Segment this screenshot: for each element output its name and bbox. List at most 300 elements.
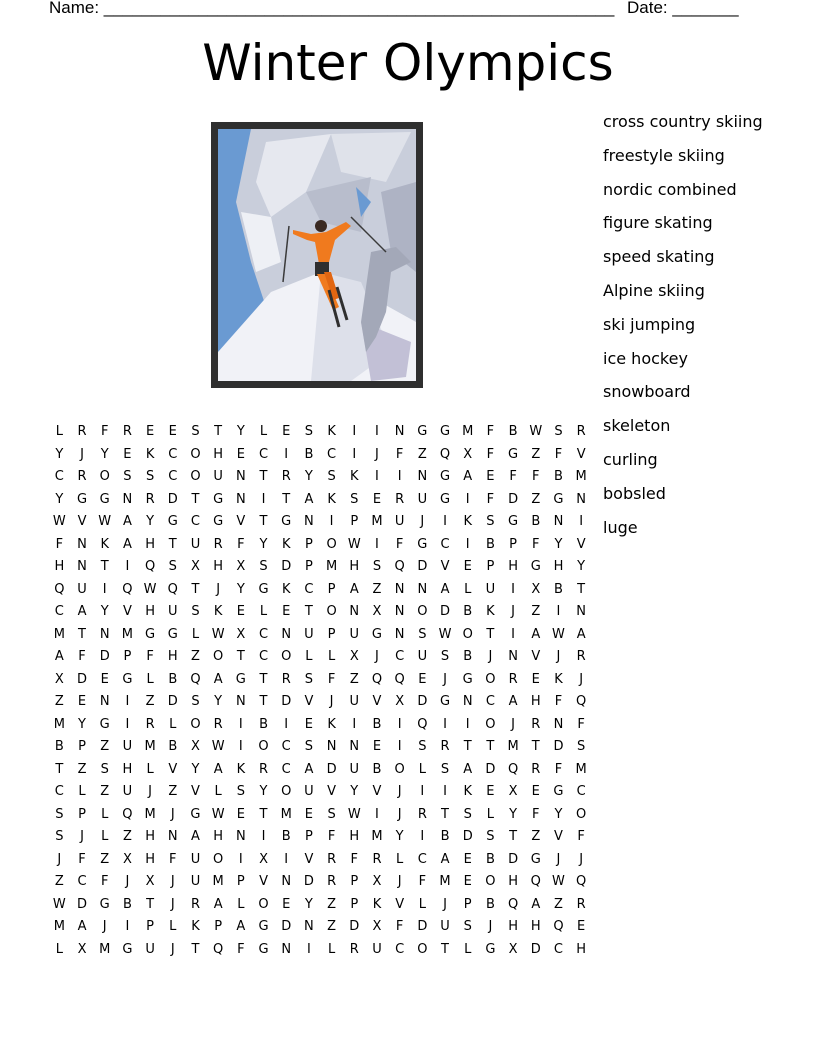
grid-letter: A	[213, 896, 223, 912]
grid-letter: F	[418, 874, 427, 889]
grid-letter: H	[145, 829, 155, 844]
grid-letter: M	[53, 919, 65, 934]
grid-letter: O	[281, 649, 292, 664]
grid-letter: E	[372, 491, 382, 507]
grid-letter: F	[395, 536, 404, 552]
grid-letter: Z	[100, 739, 110, 754]
grid-letter: K	[372, 896, 382, 912]
grid-letter: S	[55, 829, 64, 844]
grid-letter: A	[463, 761, 473, 777]
grid-letter: N	[281, 626, 292, 642]
grid-letter: S	[486, 829, 495, 844]
grid-letter: X	[122, 851, 132, 867]
grid-letter: E	[531, 784, 540, 799]
grid-letter: W	[438, 626, 452, 642]
grid-letter: O	[258, 739, 269, 754]
grid-letter: N	[281, 874, 292, 889]
grid-letter: B	[531, 514, 541, 529]
grid-letter: R	[440, 739, 450, 754]
grid-letter: J	[329, 694, 334, 709]
grid-letter: A	[304, 761, 314, 777]
grid-letter: X	[508, 784, 518, 799]
grid-letter: J	[170, 896, 175, 912]
grid-letter: J	[443, 671, 447, 687]
grid-letter: U	[304, 626, 314, 642]
grid-letter: J	[397, 874, 402, 889]
grid-letter: K	[350, 469, 359, 484]
grid-letter: E	[304, 716, 314, 732]
grid-letter: T	[441, 941, 449, 957]
grid-letter: K	[327, 491, 336, 507]
grid-letter: U	[77, 581, 87, 597]
grid-letter: I	[556, 604, 561, 619]
grid-letter: B	[554, 469, 563, 484]
grid-letter: R	[145, 491, 155, 507]
grid-letter: G	[485, 941, 496, 957]
grid-letter: U	[122, 739, 133, 754]
grid-letter: B	[463, 604, 473, 619]
grid-letter: H	[145, 536, 155, 552]
grid-letter: V	[122, 604, 132, 619]
grid-row	[48, 510, 593, 533]
grid-letter: E	[123, 446, 132, 462]
grid-letter: B	[554, 581, 563, 597]
grid-letter: M	[144, 739, 156, 754]
grid-letter: J	[102, 919, 107, 934]
grid-row	[48, 915, 593, 938]
grid-letter: L	[418, 896, 426, 912]
grid-letter: N	[576, 491, 587, 507]
grid-letter: S	[236, 784, 245, 799]
grid-letter: C	[576, 784, 586, 799]
word-list-item: ice hockey	[603, 348, 688, 368]
grid-letter: C	[553, 941, 563, 957]
grid-letter: E	[372, 739, 382, 754]
grid-letter: I	[238, 739, 243, 754]
grid-letter: G	[417, 536, 428, 552]
grid-letter: X	[236, 559, 246, 574]
grid-letter: L	[396, 851, 404, 867]
grid-letter: Q	[54, 581, 65, 597]
grid-letter: E	[304, 806, 314, 822]
grid-letter: D	[281, 694, 292, 709]
grid-letter: M	[575, 469, 587, 484]
grid-letter: G	[371, 626, 382, 642]
grid-letter: I	[125, 694, 130, 709]
grid-letter: G	[76, 491, 88, 507]
grid-letter: L	[169, 716, 177, 732]
grid-row	[48, 713, 593, 736]
grid-letter: P	[486, 559, 495, 574]
grid-letter: Z	[54, 874, 64, 889]
grid-letter: N	[235, 469, 246, 484]
grid-letter: P	[78, 806, 86, 822]
grid-letter: B	[54, 739, 64, 754]
grid-letter: N	[417, 469, 428, 484]
grid-letter: F	[350, 851, 359, 867]
grid-letter: E	[236, 806, 245, 822]
grid-letter: G	[553, 491, 564, 507]
grid-letter: S	[327, 806, 336, 822]
grid-letter: O	[213, 851, 224, 867]
grid-letter: N	[99, 626, 110, 642]
grid-letter: R	[531, 761, 541, 777]
grid-letter: S	[440, 649, 450, 664]
grid-letter: S	[327, 469, 336, 484]
grid-letter: S	[418, 626, 427, 642]
grid-letter: I	[238, 716, 243, 732]
grid-letter: K	[236, 761, 246, 777]
grid-letter: I	[284, 446, 289, 462]
grid-letter: T	[100, 559, 109, 574]
grid-letter: P	[78, 739, 86, 754]
grid-letter: D	[440, 604, 451, 619]
grid-letter: S	[440, 761, 450, 777]
grid-letter: O	[190, 469, 201, 484]
grid-letter: V	[191, 784, 200, 799]
grid-letter: T	[259, 469, 268, 484]
grid-letter: V	[327, 784, 337, 799]
grid-letter: W	[529, 424, 543, 439]
grid-letter: P	[214, 919, 223, 934]
grid-letter: V	[554, 829, 563, 844]
grid-letter: H	[54, 559, 65, 574]
grid-letter: G	[99, 716, 110, 732]
grid-letter: T	[78, 626, 86, 642]
grid-letter: Y	[577, 559, 586, 574]
grid-letter: N	[394, 581, 405, 597]
grid-letter: V	[531, 649, 541, 664]
grid-letter: S	[304, 424, 314, 439]
grid-letter: U	[440, 919, 450, 934]
grid-letter: I	[102, 581, 107, 597]
grid-row	[48, 668, 593, 691]
grid-letter: L	[259, 604, 268, 619]
grid-letter: J	[556, 649, 561, 664]
grid-letter: O	[99, 469, 110, 484]
grid-letter: I	[261, 829, 266, 844]
grid-letter: M	[121, 626, 134, 642]
grid-letter: O	[190, 716, 201, 732]
grid-letter: R	[259, 761, 269, 777]
grid-letter: B	[168, 739, 178, 754]
grid-letter: F	[327, 829, 336, 844]
grid-letter: J	[488, 919, 493, 934]
grid-letter: N	[349, 604, 360, 619]
grid-letter: L	[101, 806, 109, 822]
grid-letter: X	[372, 874, 382, 889]
grid-letter: U	[349, 694, 360, 709]
grid-letter: D	[349, 919, 360, 934]
grid-letter: U	[190, 874, 201, 889]
grid-letter: N	[304, 919, 314, 934]
grid-row	[48, 488, 593, 511]
grid-letter: Y	[236, 424, 245, 439]
grid-letter: L	[486, 806, 495, 822]
grid-letter: D	[462, 829, 473, 844]
grid-letter: L	[55, 424, 63, 439]
grid-letter: S	[304, 671, 314, 687]
grid-letter: I	[511, 626, 516, 642]
grid-letter: M	[280, 806, 292, 822]
grid-letter: V	[372, 694, 382, 709]
grid-row	[48, 938, 593, 961]
grid-letter: H	[349, 829, 360, 844]
grid-letter: Q	[167, 581, 178, 597]
grid-letter: S	[304, 739, 314, 754]
grid-letter: Q	[507, 896, 519, 912]
grid-letter: F	[395, 446, 404, 462]
grid-letter: F	[532, 536, 540, 552]
grid-letter: C	[395, 941, 405, 957]
grid-letter: S	[577, 739, 586, 754]
grid-letter: Q	[417, 716, 428, 732]
grid-letter: K	[327, 424, 336, 439]
grid-letter: N	[326, 739, 337, 754]
grid-letter: G	[508, 446, 519, 462]
grid-letter: J	[80, 446, 84, 462]
grid-letter: E	[463, 874, 472, 889]
grid-letter: N	[394, 626, 405, 642]
grid-letter: L	[101, 829, 109, 844]
grid-letter: L	[191, 626, 200, 642]
grid-letter: A	[508, 694, 518, 709]
grid-letter: Z	[327, 919, 337, 934]
grid-letter: Y	[214, 694, 223, 709]
grid-letter: A	[54, 649, 64, 664]
grid-letter: I	[511, 581, 516, 597]
grid-letter: F	[237, 536, 245, 552]
grid-letter: H	[508, 874, 518, 889]
grid-letter: S	[554, 424, 563, 439]
grid-letter: Q	[439, 446, 451, 462]
grid-letter: J	[375, 649, 379, 664]
grid-letter: F	[169, 851, 177, 867]
grid-letter: C	[304, 581, 314, 597]
grid-letter: Q	[190, 671, 201, 687]
grid-letter: L	[327, 941, 336, 957]
grid-letter: Y	[55, 491, 64, 507]
grid-letter: U	[372, 941, 382, 957]
grid-letter: A	[304, 491, 314, 507]
grid-letter: C	[258, 446, 269, 462]
grid-letter: D	[417, 694, 428, 709]
grid-letter: X	[145, 874, 155, 889]
grid-letter: F	[532, 469, 540, 484]
grid-letter: X	[236, 626, 246, 642]
grid-letter: J	[420, 514, 425, 529]
grid-letter: D	[281, 559, 292, 574]
grid-letter: O	[213, 649, 224, 664]
grid-letter: G	[167, 626, 178, 642]
grid-letter: P	[327, 626, 336, 642]
grid-row	[48, 758, 593, 781]
grid-letter: Y	[55, 446, 64, 462]
grid-letter: N	[508, 649, 518, 664]
grid-letter: V	[168, 761, 178, 777]
grid-letter: U	[145, 941, 155, 957]
grid-letter: Q	[144, 559, 156, 574]
grid-letter: A	[77, 919, 87, 934]
grid-letter: U	[190, 536, 201, 552]
grid-letter: W	[52, 896, 66, 912]
grid-letter: M	[371, 829, 383, 844]
grid-letter: B	[372, 761, 382, 777]
grid-letter: S	[145, 469, 155, 484]
grid-letter: E	[463, 851, 472, 867]
grid-letter: I	[375, 536, 379, 552]
grid-letter: J	[170, 941, 175, 957]
grid-letter: E	[168, 424, 177, 439]
grid-letter: S	[168, 559, 177, 574]
grid-letter: G	[439, 491, 451, 507]
grid-letter: S	[191, 604, 200, 619]
grid-letter: E	[236, 446, 245, 462]
grid-letter: G	[190, 806, 201, 822]
grid-letter: E	[486, 784, 495, 799]
grid-letter: T	[531, 739, 540, 754]
grid-row	[48, 578, 593, 601]
word-list-item: figure skating	[603, 213, 713, 233]
word-list-item: cross country skiing	[603, 112, 763, 131]
grid-row	[48, 645, 593, 668]
grid-letter: N	[304, 514, 314, 529]
grid-letter: N	[235, 694, 246, 709]
grid-letter: L	[78, 784, 86, 799]
grid-letter: T	[282, 491, 291, 507]
grid-letter: T	[486, 626, 495, 642]
grid-letter: B	[304, 446, 314, 462]
grid-letter: C	[54, 604, 64, 619]
grid-letter: M	[575, 761, 587, 777]
grid-letter: J	[216, 581, 221, 597]
grid-letter: V	[440, 559, 450, 574]
grid-letter: G	[122, 941, 133, 957]
grid-letter: G	[258, 941, 269, 957]
grid-letter: R	[395, 491, 405, 507]
grid-letter: E	[418, 671, 427, 687]
grid-letter: P	[304, 559, 313, 574]
grid-letter: R	[190, 896, 200, 912]
grid-letter: Z	[531, 604, 541, 619]
grid-letter: U	[213, 469, 223, 484]
grid-letter: L	[146, 761, 154, 777]
grid-letter: F	[146, 649, 154, 664]
grid-letter: C	[54, 784, 64, 799]
grid-letter: P	[236, 874, 245, 889]
grid-letter: S	[463, 806, 472, 822]
grid-letter: F	[554, 694, 563, 709]
grid-letter: A	[191, 829, 200, 844]
grid-letter: C	[168, 446, 178, 462]
grid-letter: K	[191, 919, 200, 934]
grid-letter: I	[579, 514, 584, 529]
grid-letter: T	[486, 739, 495, 754]
grid-letter: V	[304, 851, 314, 867]
grid-letter: O	[417, 604, 428, 619]
grid-letter: L	[237, 896, 245, 912]
word-list-item: skeleton	[603, 416, 671, 436]
grid-letter: T	[304, 604, 313, 619]
grid-letter: F	[55, 536, 64, 552]
grid-letter: N	[553, 514, 564, 529]
grid-row	[48, 533, 593, 556]
grid-letter: N	[99, 694, 110, 709]
grid-letter: D	[77, 671, 88, 687]
grid-letter: M	[53, 626, 65, 642]
grid-letter: R	[576, 896, 586, 912]
grid-letter: V	[304, 694, 314, 709]
grid-letter: F	[395, 919, 404, 934]
grid-letter: K	[213, 604, 223, 619]
grid-letter: F	[554, 761, 563, 777]
grid-letter: R	[576, 649, 586, 664]
grid-letter: C	[190, 514, 200, 529]
grid-letter: Q	[122, 806, 133, 822]
grid-letter: D	[99, 649, 110, 664]
grid-letter: S	[259, 559, 268, 574]
grid-letter: M	[144, 806, 156, 822]
grid-row	[48, 803, 593, 826]
grid-letter: L	[169, 919, 177, 934]
grid-letter: X	[531, 581, 541, 597]
grid-letter: E	[77, 694, 87, 709]
grid-letter: X	[191, 559, 200, 574]
grid-letter: X	[259, 851, 268, 867]
grid-letter: T	[259, 806, 268, 822]
grid-letter: Z	[327, 896, 337, 912]
grid-letter: Q	[213, 941, 224, 957]
grid-letter: H	[213, 446, 224, 462]
grid-letter: I	[125, 559, 130, 574]
grid-letter: K	[327, 716, 336, 732]
grid-letter: R	[281, 671, 291, 687]
grid-letter: S	[418, 739, 427, 754]
grid-letter: P	[350, 896, 359, 912]
grid-letter: U	[190, 851, 201, 867]
grid-letter: D	[167, 491, 178, 507]
grid-letter: P	[304, 829, 313, 844]
grid-letter: F	[577, 829, 585, 844]
grid-letter: I	[375, 469, 379, 484]
grid-letter: F	[486, 491, 495, 507]
grid-letter: D	[326, 761, 337, 777]
grid-letter: C	[440, 536, 450, 552]
grid-letter: B	[372, 716, 382, 732]
grid-letter: D	[77, 896, 88, 912]
grid-letter: T	[577, 581, 586, 597]
grid-letter: J	[511, 716, 516, 732]
grid-letter: Y	[554, 536, 563, 552]
grid-letter: X	[463, 446, 473, 462]
grid-letter: G	[99, 896, 110, 912]
grid-letter: A	[440, 581, 450, 597]
grid-letter: K	[554, 671, 563, 687]
grid-letter: U	[485, 581, 496, 597]
grid-letter: Y	[554, 806, 563, 822]
grid-letter: D	[485, 761, 496, 777]
grid-letter: D	[417, 559, 428, 574]
grid-letter: Z	[554, 896, 563, 912]
grid-letter: J	[148, 784, 153, 799]
grid-letter: C	[54, 469, 64, 484]
grid-letter: H	[213, 829, 224, 844]
grid-letter: I	[443, 784, 447, 799]
grid-letter: G	[281, 514, 292, 529]
grid-letter: O	[485, 874, 496, 889]
word-list-item: ski jumping	[603, 314, 696, 334]
grid-letter: G	[439, 424, 451, 439]
